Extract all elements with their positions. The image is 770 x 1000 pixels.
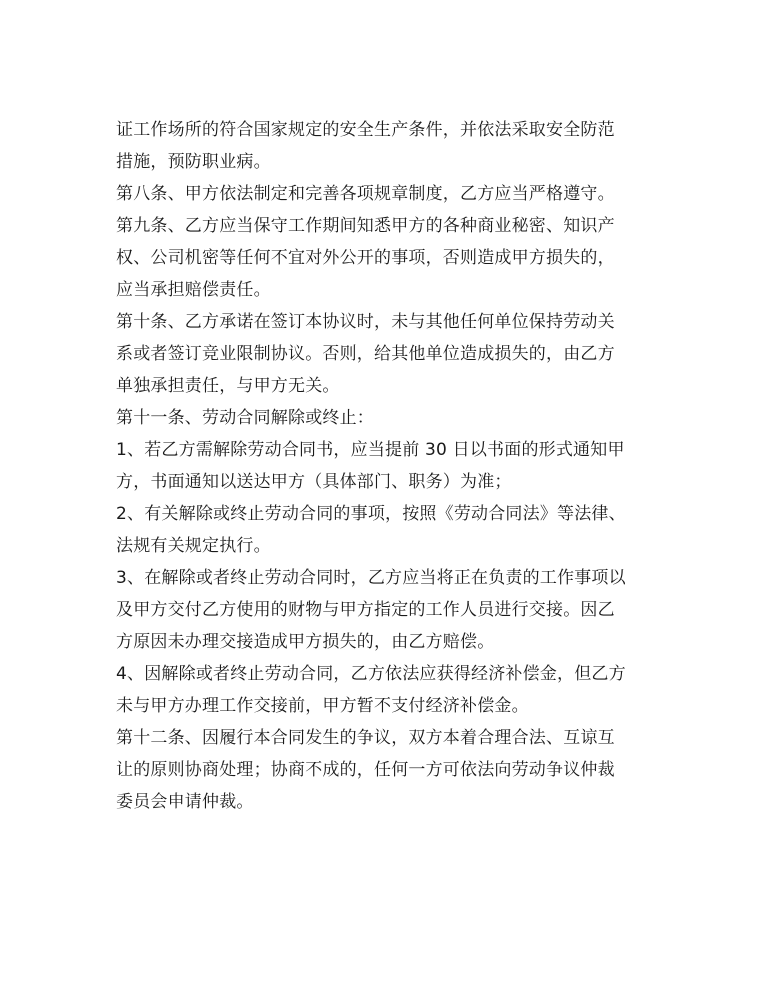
text-line: 2、有关解除或终止劳动合同的事项，按照《劳动合同法》等法律、 bbox=[116, 504, 626, 524]
text-line: 委员会申请仲裁。 bbox=[116, 792, 254, 812]
text-line: 4、因解除或者终止劳动合同，乙方依法应获得经济补偿金，但乙方 bbox=[116, 664, 626, 684]
text-line: 第十条、乙方承诺在签订本协议时，未与其他任何单位保持劳动关 bbox=[116, 312, 615, 332]
text-line: 法规有关规定执行。 bbox=[116, 536, 271, 556]
text-line: 第十一条、劳动合同解除或终止： bbox=[116, 408, 374, 428]
text-line: 单独承担责任，与甲方无关。 bbox=[116, 376, 340, 396]
text-line: 证工作场所的符合国家规定的安全生产条件，并依法采取安全防范 bbox=[116, 120, 615, 140]
text-line: 系或者签订竞业限制协议。否则，给其他单位造成损失的，由乙方 bbox=[116, 344, 615, 364]
text-line: 及甲方交付乙方使用的财物与甲方指定的工作人员进行交接。因乙 bbox=[116, 600, 615, 620]
text-line: 第八条、甲方依法制定和完善各项规章制度，乙方应当严格遵守。 bbox=[116, 184, 615, 204]
text-line: 第九条、乙方应当保守工作期间知悉甲方的各种商业秘密、知识产 bbox=[116, 216, 615, 236]
text-line: 让的原则协商处理；协商不成的，任何一方可依法向劳动争议仲裁 bbox=[116, 760, 615, 780]
text-line: 权、公司机密等任何不宜对外公开的事项，否则造成甲方损失的， bbox=[116, 248, 615, 268]
text-line: 3、在解除或者终止劳动合同时，乙方应当将正在负责的工作事项以 bbox=[116, 568, 626, 588]
text-line: 应当承担赔偿责任。 bbox=[116, 280, 271, 300]
text-line: 1、若乙方需解除劳动合同书，应当提前 30 日以书面的形式通知甲 bbox=[116, 440, 625, 460]
document-body bbox=[116, 114, 656, 818]
text-line: 方原因未办理交接造成甲方损失的，由乙方赔偿。 bbox=[116, 632, 495, 652]
text-line: 第十二条、因履行本合同发生的争议，双方本着合理合法、互谅互 bbox=[116, 728, 615, 748]
text-line: 未与甲方办理工作交接前，甲方暂不支付经济补偿金。 bbox=[116, 696, 529, 716]
text-line: 方，书面通知以送达甲方（具体部门、职务）为准； bbox=[116, 472, 512, 492]
text-line: 措施，预防职业病。 bbox=[116, 152, 271, 172]
